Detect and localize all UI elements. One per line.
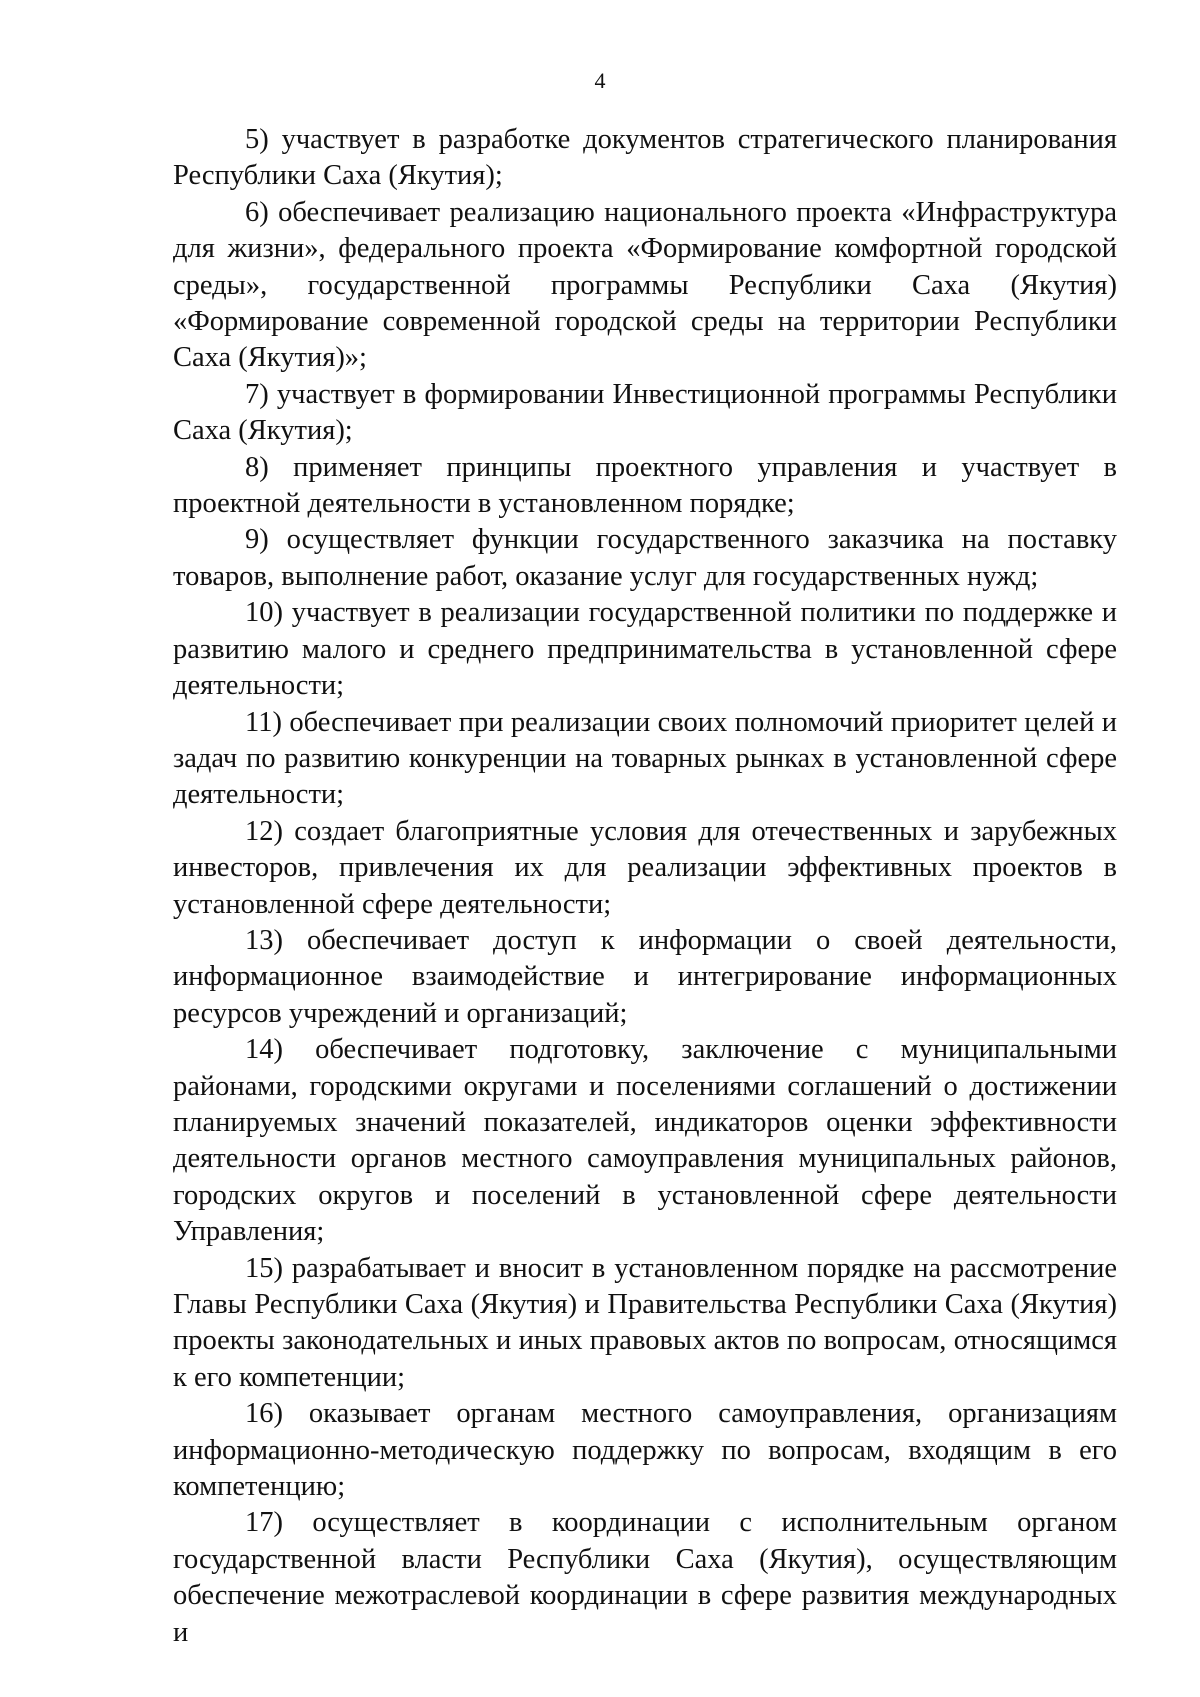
list-item-10: 10) участвует в реализации государственной политики по поддержке и развитию малого и среднего предпринимательства в установленной сфере деятельности; (173, 597, 1117, 702)
list-item-7: 7) участвует в формировании Инвестиционной программы Республики Саха (Якутия); (173, 378, 1117, 447)
list-item-17: 17) осуществляет в координации с исполнительным органом государственной власти Республики Саха (Якутия), осуществляющим обеспечение межотраслевой координации в сфере развития международных и (173, 1507, 1117, 1648)
list-item-11: 11) обеспечивает при реализации своих полномочий приоритет целей и задач по развитию конкуренции на товарных рынках в установленной сфере деятельности; (173, 706, 1117, 811)
list-item-15: 15) разрабатывает и вносит в установленном порядке на рассмотрение Главы Республики Саха (Якутия) и Правительства Республики Саха (Якутия) проекты законодательных и иных правовых актов по вопросам, относящимся к его компетенции; (173, 1252, 1117, 1393)
list-item-5: 5) участвует в разработке документов стратегического планирования Республики Саха (Якутия); (173, 124, 1117, 192)
list-item-16: 16) оказывает органам местного самоуправления, организациям информационно-методическую поддержку по вопросам, входящим в его компетенцию; (173, 1398, 1117, 1503)
page-number: 4 (594, 68, 606, 93)
document-body (173, 122, 1117, 1651)
list-item-13: 13) обеспечивает доступ к информации о своей деятельности, информационное взаимодействие и интегрирование информационных ресурсов учреждений и организаций; (173, 924, 1117, 1029)
list-item-6: 6) обеспечивает реализацию национального проекта «Инфраструктура для жизни», федерального проекта «Формирование комфортной городской среды», государственной программы Республики Саха (Якутия) «Формирование современной городской среды на территории Республики Саха (Якутия)»; (173, 196, 1117, 374)
list-item-8: 8) применяет принципы проектного управления и участвует в проектной деятельности в установленном порядке; (173, 451, 1117, 520)
list-item-9: 9) осуществляет функции государственного заказчика на поставку товаров, выполнение работ, оказание услуг для государственных нужд; (173, 524, 1117, 592)
list-item-12: 12) создает благоприятные условия для отечественных и зарубежных инвесторов, привлечения их для реализации эффективных проектов в установленной сфере деятельности; (173, 815, 1117, 920)
list-item-14: 14) обеспечивает подготовку, заключение с муниципальными районами, городскими округами и поселениями соглашений о достижении планируемых значений показателей, индикаторов оценки эффективности деятельности органов местного самоуправления муниципальных районов, городских округов и поселений в установленной сфере деятельности Управления; (173, 1034, 1117, 1248)
